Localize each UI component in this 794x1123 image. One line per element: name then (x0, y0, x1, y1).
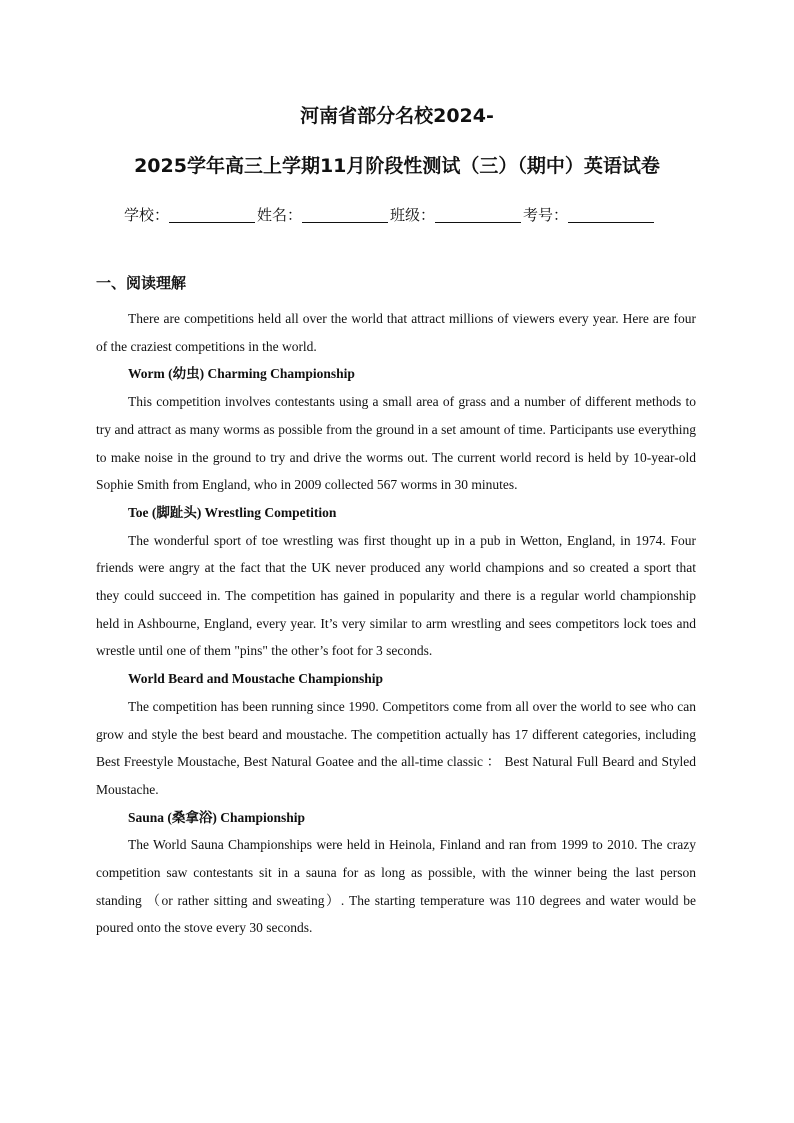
name-blank[interactable] (302, 206, 388, 223)
exam-title-line-2: 2025学年高三上学期11月阶段性测试（三）（期中）英语试卷 (134, 155, 660, 177)
name-field (257, 204, 390, 226)
item-text-beard: The competition has been running since 1990. Competitors come from all over the world to see who can grow and style the best beard and moustache. The competition actually has 17 different categories, including Best Freestyle Moustache, Best Natural Goatee and the all-time classic ： Best Natural Full Beard and Styled Moustache. (96, 698, 696, 797)
section-heading-reading: 一、阅读理解 (96, 274, 187, 292)
exam-number-field (523, 204, 656, 226)
item-text-worm: This competition involves contestants using a small area of grass and a number of different methods to try and attract as many worms as possible from the ground in a set amount of time. Participants use everything to make noise in the ground to try and drive the worms out. The current world record is held by 10-year-old Sophie Smith from England, who in 2009 collected 567 worms in 30 minutes. (96, 394, 696, 493)
class-label: 班级： (390, 206, 436, 224)
item-text-sauna: The World Sauna Championships were held in Heinola, Finland and ran from 1999 to 2010. The crazy competition saw contestants sit in a sauna for as long as possible, with the winner being the last person standing （or rather sitting and sweating）. The starting temperature was 110 degrees and water would be poured onto the stove every 30 seconds. (96, 837, 696, 936)
student-info-row (124, 204, 656, 226)
item-heading-sauna: Sauna (桑拿浴) Championship (128, 809, 306, 825)
reading-passage (96, 305, 696, 942)
exam-title-line-1: 河南省部分名校2024- (300, 105, 494, 127)
school-label: 学校： (124, 206, 170, 224)
item-heading-worm: Worm (幼虫) Charming Championship (128, 366, 355, 382)
school-field (124, 204, 257, 226)
exam-number-label: 考号： (523, 206, 569, 224)
class-blank[interactable] (435, 206, 521, 223)
item-text-toe: The wonderful sport of toe wrestling was first thought up in a pub in Wetton, England, in 1974. Four friends were angry at the fact that the UK never produced any world champions and so created a sport that they could succeed in. The competition has gained in popularity and there is a regular world championship held in Ashbourne, England, every year. It’s very similar to arm wrestling and sees competitors lock toes and wrestle until one of them "pins" the other’s foot for 3 seconds. (96, 532, 696, 659)
item-heading-toe: Toe (脚趾头) Wrestling Competition (128, 504, 337, 520)
passage-intro: There are competitions held all over the world that attract millions of viewers every year. Here are four of the craziest competitions in the world. (96, 311, 696, 354)
class-field (390, 204, 523, 226)
exam-number-blank[interactable] (568, 206, 654, 223)
school-blank[interactable] (169, 206, 255, 223)
name-label: 姓名： (257, 206, 303, 224)
item-heading-beard: World Beard and Moustache Championship (128, 671, 384, 687)
